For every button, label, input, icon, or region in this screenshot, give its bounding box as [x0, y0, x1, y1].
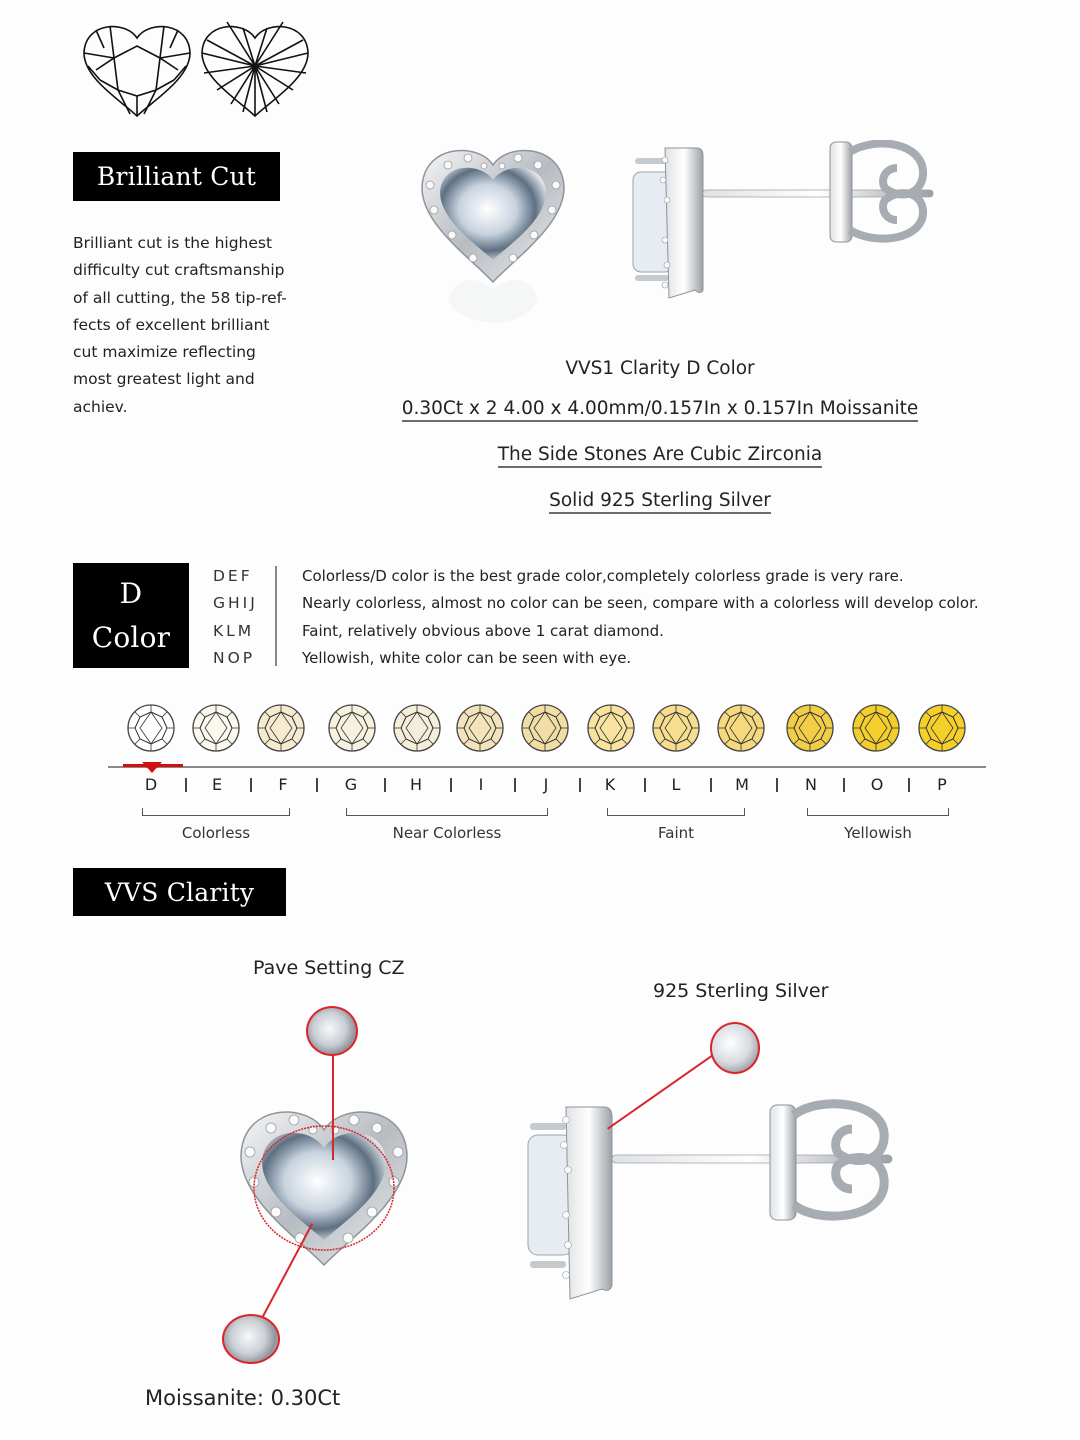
gem-grade-k-icon: [586, 703, 636, 753]
grade-letter-n: N: [805, 775, 817, 794]
grade-separator: [843, 778, 845, 792]
grade-description: Yellowish, white color can be seen with eye.: [302, 648, 632, 667]
heart-stud-earring-side-closeup-image: [520, 1095, 900, 1305]
description-line: fects of excellent brilliant: [73, 315, 270, 334]
grade-separator: [316, 778, 318, 792]
vvs-clarity-title: [73, 868, 286, 916]
grade-letters-def: DEF: [213, 567, 253, 585]
heart-stud-earring-front-image: [418, 140, 568, 340]
grade-letter-k: K: [604, 775, 616, 794]
range-label-near-colorless: Near Colorless: [392, 824, 502, 842]
heart-stud-earring-front-closeup-image: [236, 1100, 412, 1300]
spec-metal: [380, 490, 940, 511]
d-color-title-line2: Color: [91, 620, 171, 654]
gem-grade-e-icon: [191, 703, 241, 753]
grade-separator: [384, 778, 386, 792]
grade-letter-p: P: [937, 775, 947, 794]
gem-grade-d-icon: [126, 703, 176, 753]
grade-separator: [644, 778, 646, 792]
grade-separator: [776, 778, 778, 792]
gem-grade-l-icon: [651, 703, 701, 753]
description-line: of all cutting, the 58 tip-ref-: [73, 288, 287, 307]
spec-size-text: 0.30Ct x 2 4.00 x 4.00mm/0.157In x 0.157In Moissanite: [401, 398, 919, 419]
heart-stud-earring-side-image: [625, 140, 940, 340]
gem-grade-o-icon: [851, 703, 901, 753]
callout-label-silver: 925 Sterling Silver: [653, 980, 829, 1002]
grade-letters: [213, 563, 268, 672]
grade-letter-d: D: [144, 775, 158, 794]
selected-grade-marker-icon: [142, 762, 162, 773]
gem-grade-n-icon: [785, 703, 835, 753]
grade-separator: [710, 778, 712, 792]
gem-grade-i-icon: [455, 703, 505, 753]
gem-grade-g-icon: [327, 703, 377, 753]
grade-description: Colorless/D color is the best grade color,completely colorless grade is very rare.: [302, 567, 904, 585]
moissanite-zoom-circle: [222, 1314, 280, 1364]
grade-letter-g: G: [344, 775, 358, 794]
heart-brilliant-cut-pavilion-icon: [199, 18, 311, 118]
spec-clarity-color-text: VVS1 Clarity D Color: [565, 358, 755, 379]
grade-separator: [250, 778, 252, 792]
grade-separator: [579, 778, 581, 792]
grade-letter-e: E: [211, 775, 223, 794]
grade-separator: [185, 778, 187, 792]
callout-label-pave: Pave Setting CZ: [253, 957, 405, 979]
spec-side-stones-text: The Side Stones Are Cubic Zirconia: [497, 444, 823, 465]
grade-letters-nop: NOP: [213, 648, 256, 667]
description-line: cut maximize reflecting: [73, 343, 256, 362]
gem-grade-f-icon: [256, 703, 306, 753]
grade-letter-l: L: [671, 775, 681, 794]
grade-letter-j: J: [543, 775, 549, 794]
gem-grade-p-icon: [917, 703, 967, 753]
grade-descriptions: [302, 563, 1002, 672]
brilliant-cut-description: [73, 230, 308, 421]
spec-metal-text: Solid 925 Sterling Silver: [549, 490, 771, 511]
spec-size: [380, 398, 940, 419]
spec-clarity-color: [380, 358, 940, 379]
grade-letters-klm: KLM: [213, 621, 255, 640]
pave-connector-line: [332, 1056, 334, 1160]
description-line: most greatest light and: [73, 370, 255, 389]
range-label-colorless: Colorless: [181, 824, 251, 842]
spec-side-stones: [380, 444, 940, 465]
color-scale-line: [108, 766, 986, 768]
silver-zoom-circle: [710, 1022, 760, 1074]
range-label-faint: Faint: [658, 824, 694, 842]
brilliant-cut-title-text: Brilliant Cut: [96, 162, 257, 191]
grade-description: Nearly colorless, almost no color can be seen, compare with a colorless will develop color.: [302, 594, 979, 613]
grade-letter-o: O: [870, 775, 884, 794]
vvs-clarity-title-text: VVS Clarity: [104, 877, 255, 907]
heart-brilliant-cut-crown-icon: [80, 18, 195, 118]
range-bracket-near-colorless: [346, 808, 548, 816]
range-bracket-yellowish: [807, 808, 949, 816]
pave-zoom-circle: [306, 1006, 358, 1056]
description-line: achiev.: [73, 397, 128, 416]
grade-letter-i: I: [478, 775, 484, 794]
range-bracket-faint: [607, 808, 745, 816]
range-label-yellowish: Yellowish: [844, 824, 912, 842]
grade-letters-ghij: GHIJ: [213, 594, 258, 613]
grade-letter-m: M: [735, 775, 749, 794]
gem-grade-h-icon: [392, 703, 442, 753]
grade-description: Faint, relatively obvious above 1 carat diamond.: [302, 621, 664, 640]
grade-separator: [514, 778, 516, 792]
gem-grade-j-icon: [520, 703, 570, 753]
d-color-title-line1: D: [119, 576, 143, 610]
grade-divider: [275, 566, 277, 666]
description-line: difficulty cut craftsmanship: [73, 261, 285, 280]
grade-separator: [908, 778, 910, 792]
grade-letter-h: H: [409, 775, 423, 794]
d-color-title: [73, 563, 189, 668]
gem-grade-m-icon: [716, 703, 766, 753]
callout-label-moissanite: Moissanite: 0.30Ct: [145, 1386, 341, 1410]
range-bracket-colorless: [142, 808, 290, 816]
grade-letter-f: F: [278, 775, 288, 794]
description-line: Brilliant cut is the highest: [73, 234, 273, 252]
brilliant-cut-title: [73, 152, 280, 201]
grade-separator: [450, 778, 452, 792]
